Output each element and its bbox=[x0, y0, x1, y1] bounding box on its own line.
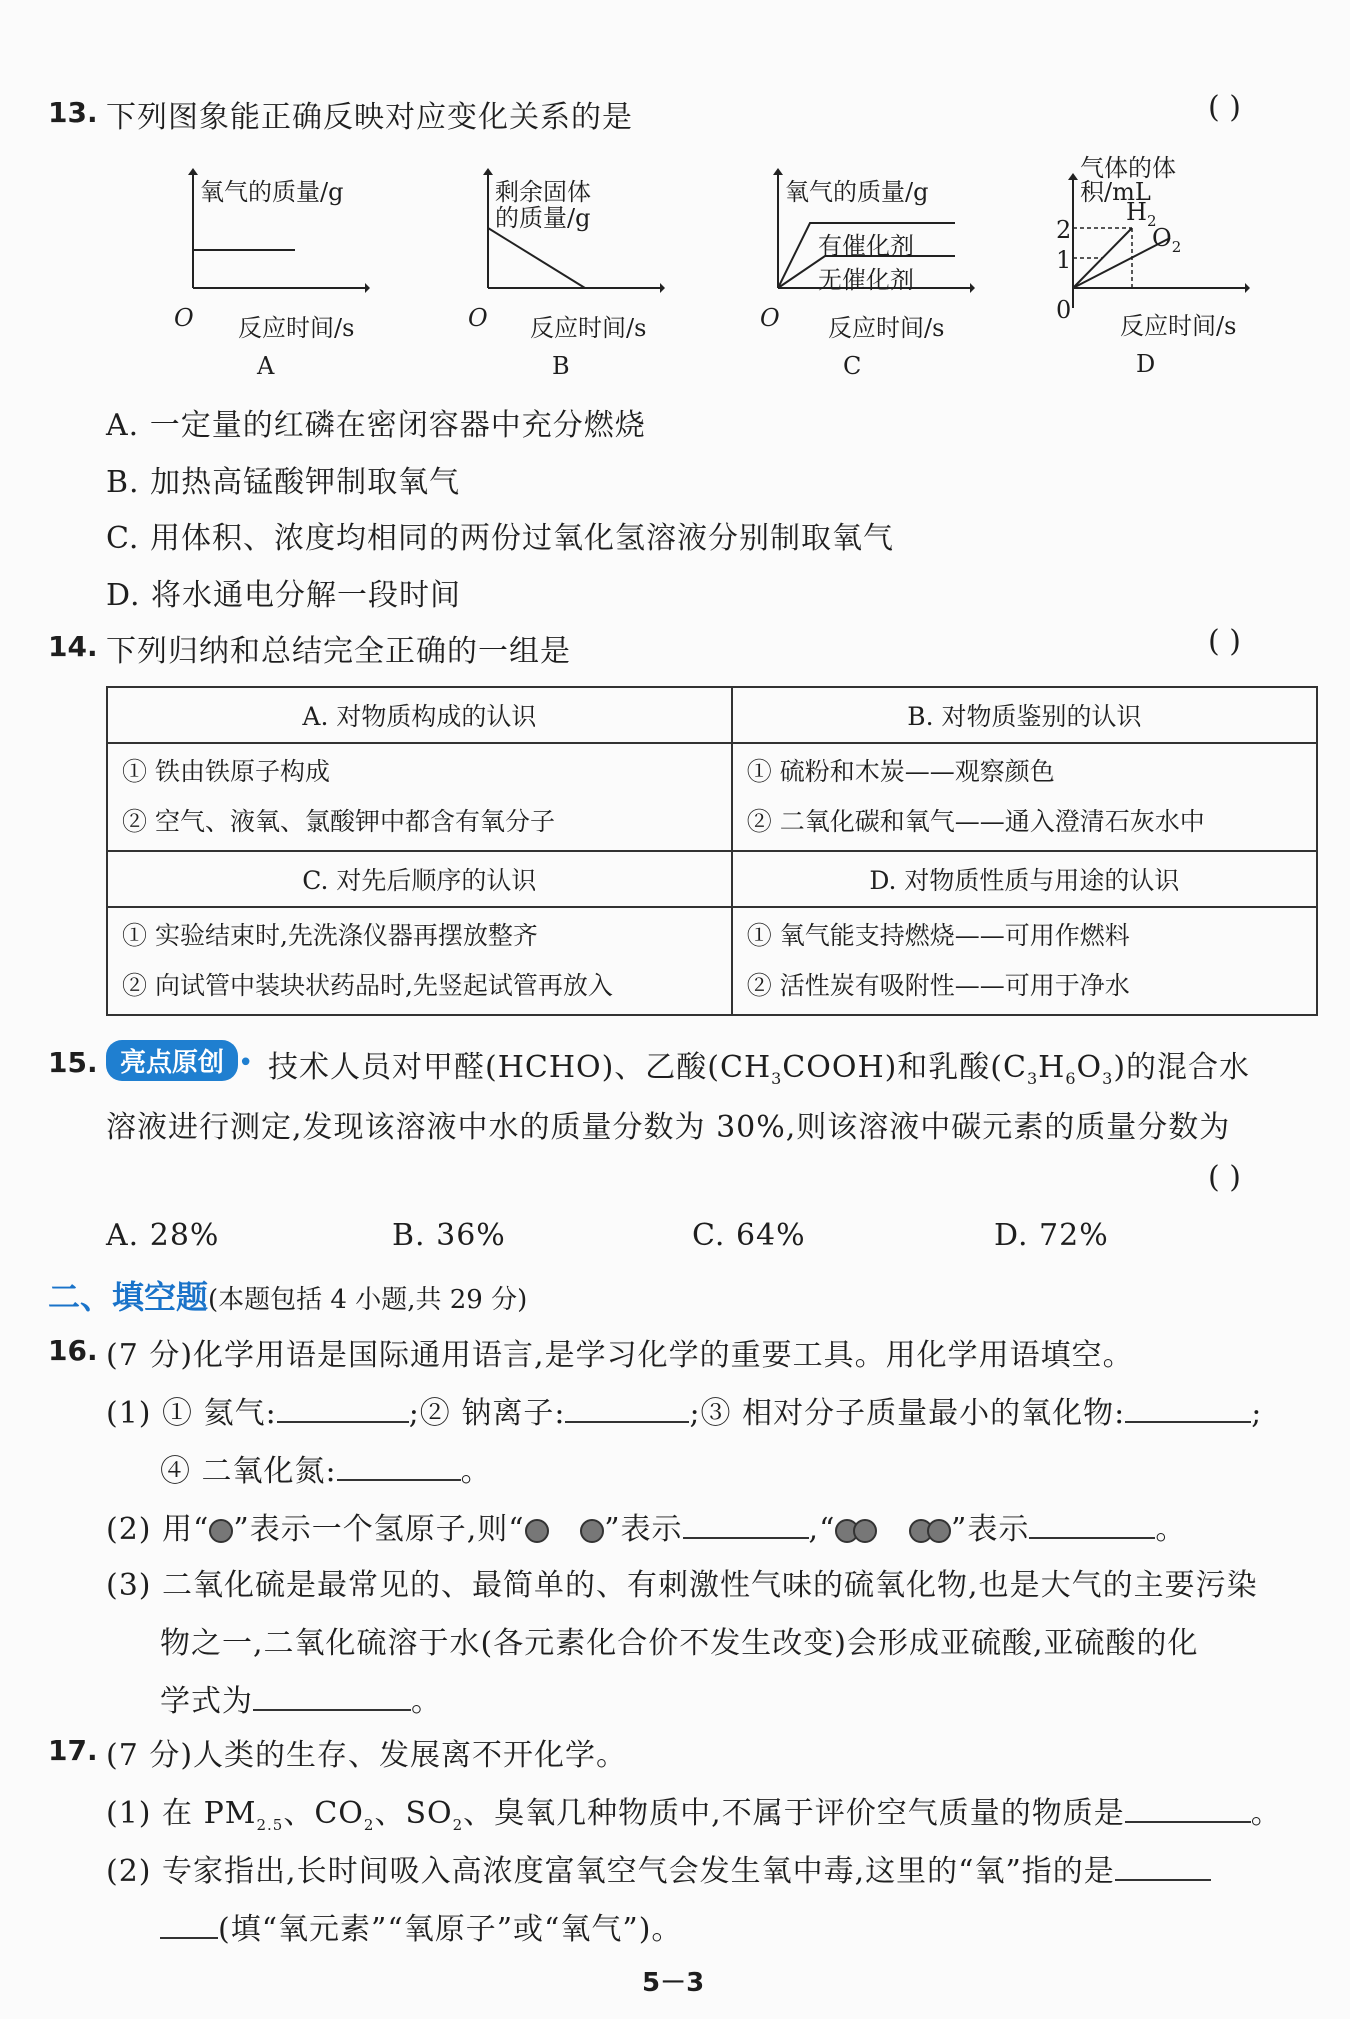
blank-oxygen-meaning[interactable] bbox=[1115, 1849, 1211, 1881]
graph-c-xlabel: 反应时间/s bbox=[828, 314, 945, 342]
graph-d-h2-label: $H_2$ bbox=[1126, 198, 1157, 230]
graph-b-letter: B bbox=[552, 352, 570, 380]
q14-d-item-2: ② 活性炭有吸附性——可用于净水 bbox=[746, 971, 1130, 1000]
graph-d-ylabel-1: 气体的体 bbox=[1080, 154, 1176, 182]
q16-part-3-line-3: 学式为 。 bbox=[160, 1676, 442, 1720]
q13-answer-paren: ( ) bbox=[1208, 90, 1241, 125]
graph-d-tick-2: 2 bbox=[1056, 216, 1072, 244]
q16-number: 16. bbox=[48, 1334, 98, 1367]
graph-d-tick-1: 1 bbox=[1056, 246, 1072, 274]
blank-helium[interactable] bbox=[277, 1391, 409, 1423]
graph-c-curve1-label: 有催化剂 bbox=[818, 232, 914, 260]
hydrogen-atom-icon bbox=[580, 1519, 604, 1543]
q15-line-1: 技术人员对甲醛(HCHO)、乙酸$(CH_3COOH)$和乳酸$(C_3H_6O_3)$的混合水 bbox=[268, 1050, 1251, 1088]
q17-number: 17. bbox=[48, 1734, 98, 1767]
q14-answer-paren: ( ) bbox=[1208, 624, 1241, 659]
q14-a-body bbox=[107, 743, 732, 851]
blank-nitrogen-dioxide[interactable] bbox=[337, 1449, 461, 1481]
graph-d-o2-label: $O_2$ bbox=[1152, 224, 1182, 256]
q16-stem: (7 分)化学用语是国际通用语言,是学习化学的重要工具。用化学用语填空。 bbox=[106, 1338, 1134, 1373]
q14-c-item-2: ② 向试管中装块状药品时,先竖起试管再放入 bbox=[122, 971, 613, 1000]
graph-b-origin: O bbox=[468, 304, 488, 332]
q13-option-c: C. 用体积、浓度均相同的两份过氧化氢溶液分别制取氧气 bbox=[106, 521, 894, 556]
graph-a-letter: A bbox=[257, 352, 275, 380]
q16-part-1-line-2: ④ 二氧化氮: 。 bbox=[160, 1446, 492, 1490]
q13-option-b: B. 加热高锰酸钾制取氧气 bbox=[106, 465, 461, 500]
blank-not-air-quality[interactable] bbox=[1125, 1791, 1251, 1823]
hydrogen-atom-icon bbox=[525, 1519, 549, 1543]
q14-b-header: B. 对物质鉴别的认识 bbox=[732, 687, 1317, 743]
q13-stem: 下列图象能正确反映对应变化关系的是 bbox=[106, 100, 633, 135]
q14-number: 14. bbox=[48, 630, 98, 663]
q15-option-b: B. 36% bbox=[392, 1218, 506, 1253]
section-note: (本题包括 4 小题,共 29 分) bbox=[208, 1285, 528, 1315]
q14-b-body bbox=[732, 743, 1317, 851]
q16-part-3-line-1: (3) 二氧化硫是最常见的、最简单的、有刺激性气味的硫氧化物,也是大气的主要污染 bbox=[106, 1568, 1258, 1603]
hydrogen-atom-icon bbox=[209, 1519, 233, 1543]
q14-a-item-2: ② 空气、液氧、氯酸钾中都含有氧分子 bbox=[122, 807, 555, 836]
q14-c-item-1: ① 实验结束时,先洗涤仪器再摆放整齐 bbox=[122, 921, 538, 950]
q14-stem: 下列归纳和总结完全正确的一组是 bbox=[106, 634, 571, 669]
page-number: 5－3 bbox=[642, 1968, 705, 1998]
graph-a-xlabel: 反应时间/s bbox=[238, 314, 355, 342]
graph-b-ylabel-1: 剩余固体 bbox=[495, 178, 591, 206]
q14-c-body bbox=[107, 907, 732, 1015]
q14-a-item-1: ① 铁由铁原子构成 bbox=[122, 757, 330, 786]
q17-stem: (7 分)人类的生存、发展离不开化学。 bbox=[106, 1738, 628, 1773]
graph-b-xlabel: 反应时间/s bbox=[530, 314, 647, 342]
q14-b-item-1: ① 硫粉和木炭——观察颜色 bbox=[746, 757, 1055, 786]
q15-line-2: 溶液进行测定,发现该溶液中水的质量分数为 30%,则该溶液中碳元素的质量分数为 bbox=[106, 1110, 1231, 1145]
graph-c-curve2-label: 无催化剂 bbox=[818, 266, 914, 294]
graph-d-origin: 0 bbox=[1056, 296, 1072, 324]
section-heading bbox=[48, 1272, 527, 1318]
graph-b-ylabel-2: 的质量/g bbox=[495, 204, 591, 232]
q16-part-3-line-2: 物之一,二氧化硫溶于水(各元素化合价不发生改变)会形成亚硫酸,亚硫酸的化 bbox=[160, 1626, 1199, 1661]
blank-two-hydrogen-atoms[interactable] bbox=[683, 1507, 809, 1539]
q17-part-1: (1) 在 $PM_{2.5}$、$CO_2$、$SO_2$、臭氧几种物质中,不属于评价空气质量的物质是 。 bbox=[106, 1788, 1282, 1834]
hydrogen-molecule-icon bbox=[927, 1519, 951, 1543]
blank-sodium-ion[interactable] bbox=[565, 1391, 689, 1423]
blank-smallest-oxide[interactable] bbox=[1125, 1391, 1251, 1423]
hydrogen-molecule-icon bbox=[853, 1519, 877, 1543]
graph-a-ylabel: 氧气的质量/g bbox=[200, 178, 344, 206]
q15-option-d: D. 72% bbox=[994, 1218, 1109, 1253]
q17-part-2-line-2: (填“氧元素”“氧原子”或“氧气”)。 bbox=[160, 1904, 682, 1948]
q13-option-d: D. 将水通电分解一段时间 bbox=[106, 578, 462, 613]
q15-number: 15. bbox=[48, 1046, 98, 1079]
q15-badge-label: 亮点原创 bbox=[106, 1040, 238, 1081]
graph-c-letter: C bbox=[843, 352, 862, 380]
q14-b-item-2: ② 二氧化碳和氧气——通入澄清石灰水中 bbox=[746, 807, 1205, 836]
graph-c-ylabel: 氧气的质量/g bbox=[785, 178, 929, 206]
q14-d-item-1: ① 氧气能支持燃烧——可用作燃料 bbox=[746, 921, 1130, 950]
q14-table bbox=[106, 686, 1318, 1016]
q14-c-header: C. 对先后顺序的认识 bbox=[107, 851, 732, 907]
graph-d-xlabel: 反应时间/s bbox=[1120, 312, 1237, 340]
q13-option-a: A. 一定量的红磷在密闭容器中充分燃烧 bbox=[106, 408, 646, 443]
blank-sulfurous-acid[interactable] bbox=[253, 1679, 411, 1711]
q16-part-2: (2) 用“ ”表示一个氢原子,则“ ”表示 ,“ ”表示 。 bbox=[106, 1504, 1186, 1548]
q15-original-badge: 亮点原创 • bbox=[106, 1040, 253, 1081]
blank-oxygen-meaning-cont[interactable] bbox=[160, 1907, 218, 1939]
blank-two-hydrogen-molecules[interactable] bbox=[1029, 1507, 1155, 1539]
q15-option-c: C. 64% bbox=[692, 1218, 806, 1253]
q14-a-header: A. 对物质构成的认识 bbox=[107, 687, 732, 743]
q16-part-1-line-1: (1) ① 氦气: ;② 钠离子: ;③ 相对分子质量最小的氧化物: ; bbox=[106, 1388, 1262, 1432]
q13-number: 13. bbox=[48, 96, 98, 129]
section-title: 二、填空题 bbox=[48, 1278, 209, 1316]
q14-d-header: D. 对物质性质与用途的认识 bbox=[732, 851, 1317, 907]
q15-answer-paren: ( ) bbox=[1208, 1160, 1241, 1195]
graph-d-letter: D bbox=[1136, 350, 1156, 378]
graph-c-origin: O bbox=[760, 304, 780, 332]
graph-d-ylabel-2: 积/mL bbox=[1080, 178, 1151, 206]
q15-option-a: A. 28% bbox=[106, 1218, 220, 1253]
q17-part-2-line-1: (2) 专家指出,长时间吸入高浓度富氧空气会发生氧中毒,这里的“氧”指的是 bbox=[106, 1846, 1211, 1890]
graph-a-origin: O bbox=[174, 304, 194, 332]
q14-d-body bbox=[732, 907, 1317, 1015]
